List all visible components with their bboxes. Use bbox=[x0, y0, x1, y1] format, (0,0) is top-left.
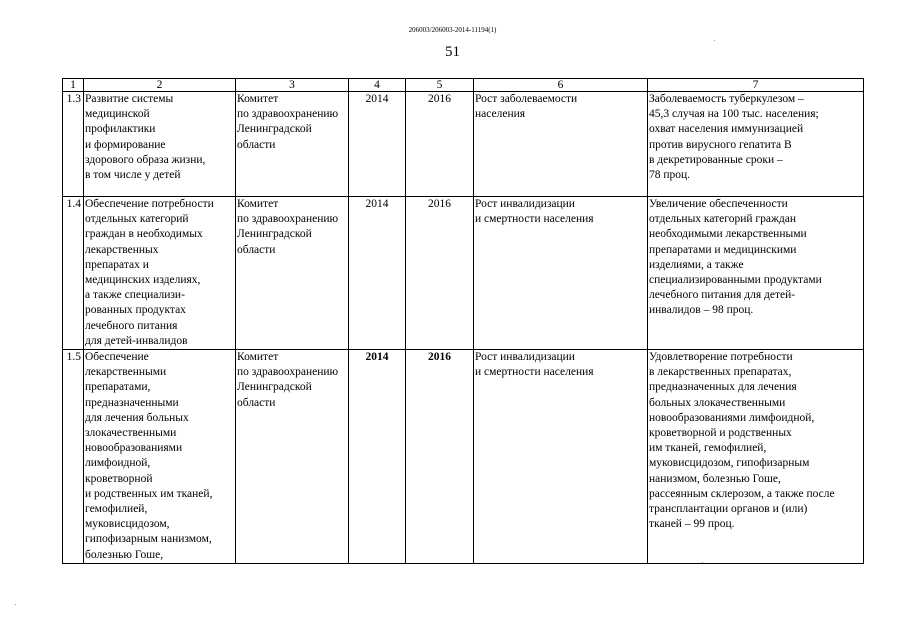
measure-cell: Обеспечение потребности отдельных категорий граждан в необходимых лекарственных препаратах и медицинских изделиях, а также специализи- рованных продуктах лечебного питания для детей-инвалидов bbox=[84, 197, 236, 350]
table-row bbox=[63, 197, 864, 350]
executor-cell: Комитет по здравоохранению Ленинградской области bbox=[236, 92, 349, 197]
result-cell: Удовлетворение потребности в лекарственных препаратах, предназначенных для лечения больных злокачественными новообразованиями лимфоидной, кроветворной и родственных им тканей, гемофилией, муковисцидозом, гипофизарным нанизмом, болезнью Гоше, рассеянным склерозом, а также после трансплантации органов и (или) тканей – 99 проц. bbox=[648, 350, 864, 564]
program-measures-table bbox=[62, 78, 864, 564]
column-header: 5 bbox=[406, 79, 474, 92]
consequences-cell: Рост заболеваемости населения bbox=[474, 92, 648, 197]
scan-speck bbox=[702, 562, 703, 563]
column-header: 3 bbox=[236, 79, 349, 92]
start-year-cell: 2014 bbox=[349, 350, 406, 564]
column-header: 2 bbox=[84, 79, 236, 92]
table-row bbox=[63, 92, 864, 197]
consequences-cell: Рост инвалидизации и смертности населения bbox=[474, 197, 648, 350]
measure-cell: Развитие системы медицинской профилактики и формирование здорового образа жизни, в том числе у детей bbox=[84, 92, 236, 197]
result-cell: Заболеваемость туберкулезом – 45,3 случая на 100 тыс. населения; охват населения иммунизацией против вирусного гепатита В в декретированные сроки – 78 проц. bbox=[648, 92, 864, 197]
table-header-row bbox=[63, 79, 864, 92]
column-header: 7 bbox=[648, 79, 864, 92]
row-number-cell: 1.3 bbox=[63, 92, 84, 197]
table-row bbox=[63, 350, 864, 564]
measure-cell: Обеспечение лекарственными препаратами, предназначенными для лечения больных злокачественными новообразованиями лимфоидной, кроветворной и родственных им тканей, гемофилией, муковисцидозом, гипофизарным нанизмом, болезнью Гоше, bbox=[84, 350, 236, 564]
start-year-cell: 2014 bbox=[349, 92, 406, 197]
column-header: 1 bbox=[63, 79, 84, 92]
executor-cell: Комитет по здравоохранению Ленинградской области bbox=[236, 350, 349, 564]
document-id: 206003/206003-2014-11194(1) bbox=[408, 26, 497, 34]
end-year-cell: 2016 bbox=[406, 350, 474, 564]
scan-speck bbox=[15, 604, 16, 605]
end-year-cell: 2016 bbox=[406, 197, 474, 350]
scan-speck bbox=[714, 40, 715, 41]
consequences-cell: Рост инвалидизации и смертности населения bbox=[474, 350, 648, 564]
row-number-cell: 1.4 bbox=[63, 197, 84, 350]
row-number-cell: 1.5 bbox=[63, 350, 84, 564]
executor-cell: Комитет по здравоохранению Ленинградской области bbox=[236, 197, 349, 350]
end-year-cell: 2016 bbox=[406, 92, 474, 197]
column-header: 4 bbox=[349, 79, 406, 92]
column-header: 6 bbox=[474, 79, 648, 92]
result-cell: Увеличение обеспеченности отдельных категорий граждан необходимыми лекарственными препаратами и медицинскими изделиями, а также специализированными продуктами лечебного питания для детей- инвалидов – 98 проц. bbox=[648, 197, 864, 350]
start-year-cell: 2014 bbox=[349, 197, 406, 350]
page-number: 51 bbox=[445, 44, 460, 60]
